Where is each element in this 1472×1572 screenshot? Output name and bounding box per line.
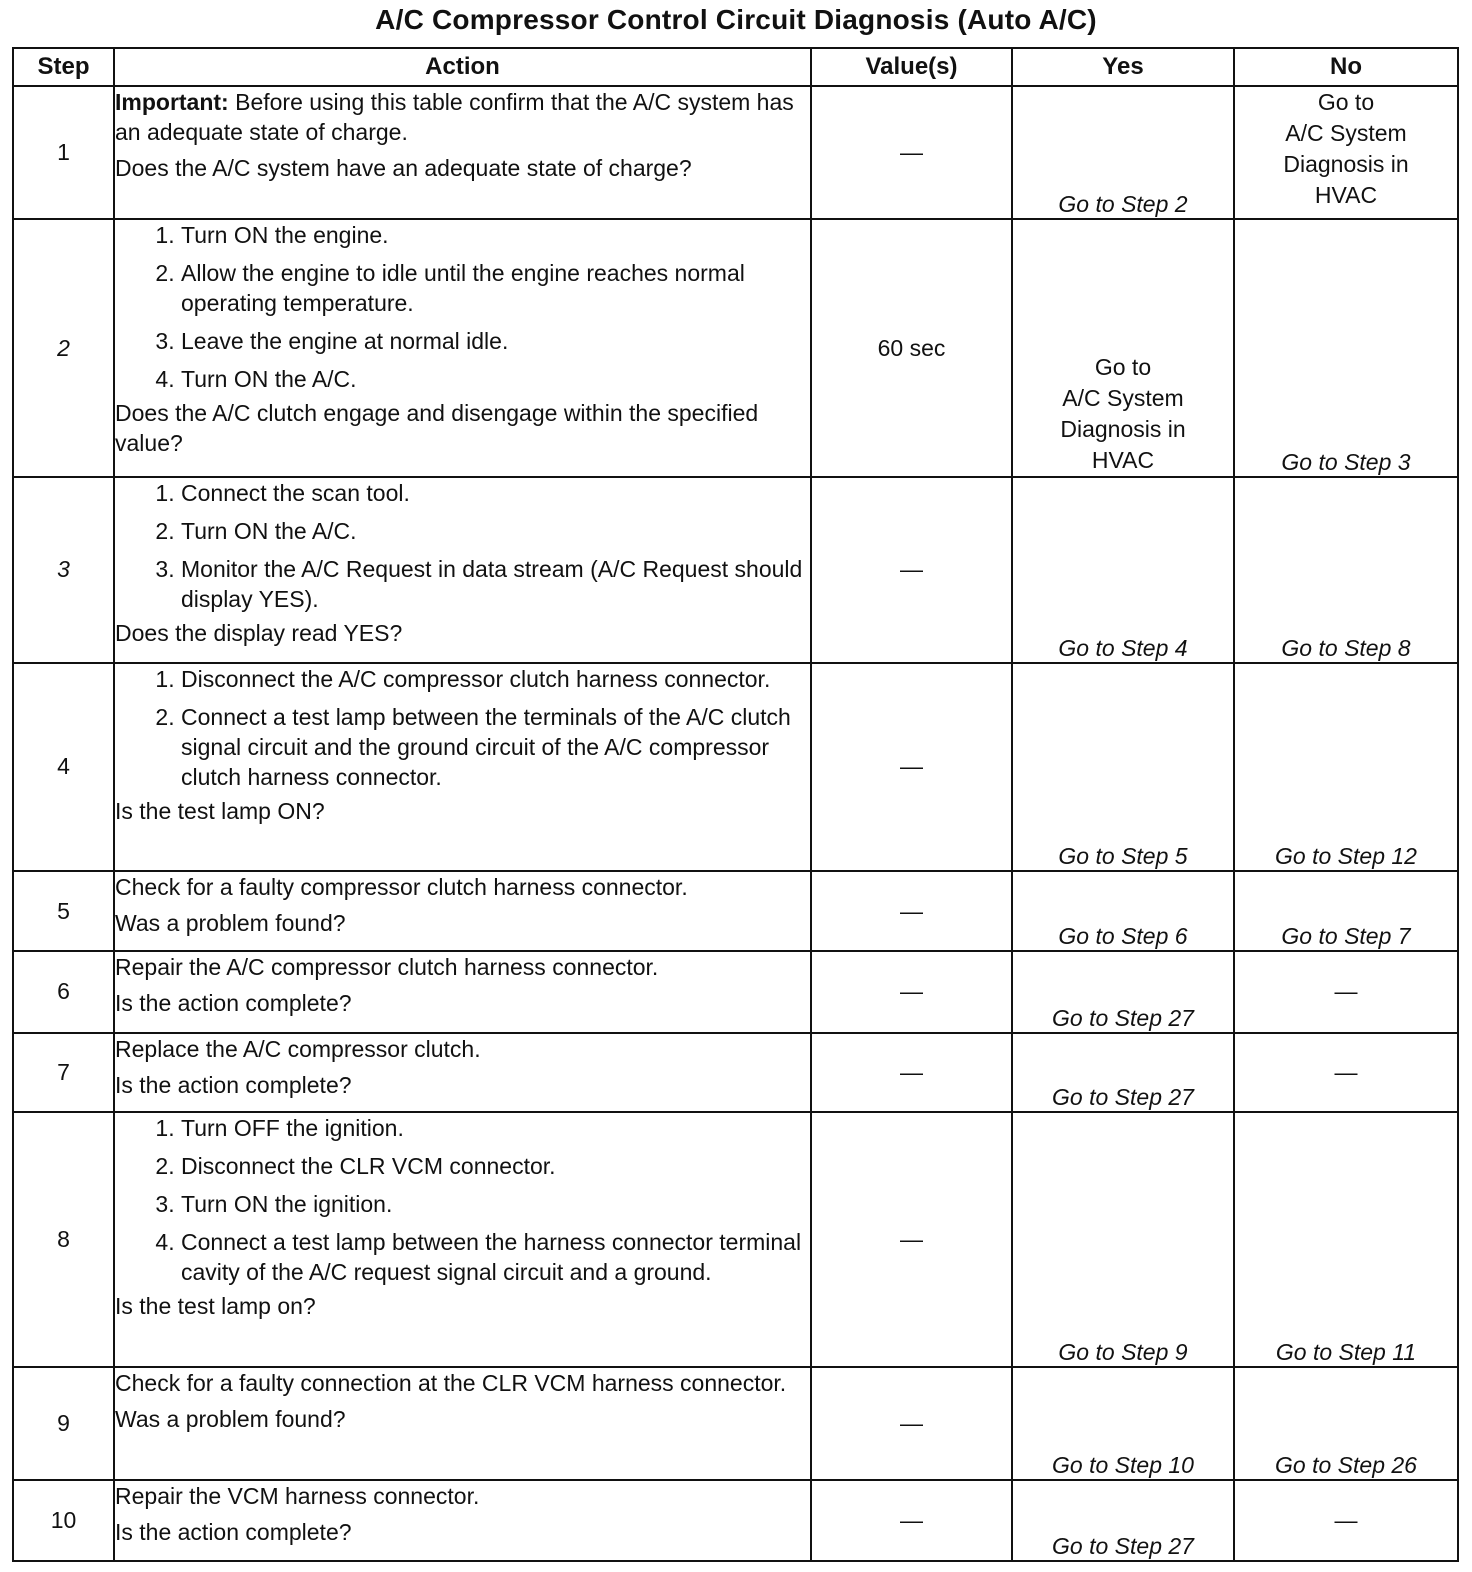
action-cell — [114, 219, 811, 477]
yes-cell: Go to Step 27 — [1012, 1480, 1234, 1561]
yes-cell: Go to Step 6 — [1012, 871, 1234, 951]
value-cell: — — [811, 1480, 1012, 1561]
step-number — [13, 477, 114, 663]
value-cell: — — [811, 663, 1012, 872]
list-item: 4. Connect a test lamp between the harness connector terminal cavity of the A/C request signal circuit and a ground. — [181, 1227, 810, 1287]
yes-cell: Go to A/C System Diagnosis in HVAC — [1012, 219, 1234, 477]
no-cell: Go to Step 26 — [1234, 1367, 1458, 1479]
question-text: Does the A/C system have an adequate state of charge? — [115, 155, 692, 181]
step-number: 4 — [13, 663, 114, 872]
instruction-list — [115, 478, 810, 614]
action-text: Check for a faulty connection at the CLR VCM harness connector. — [115, 1370, 787, 1397]
question-text: Is the action complete? — [115, 1071, 352, 1098]
table-row — [13, 1480, 1458, 1561]
header-yes: Yes — [1012, 48, 1234, 86]
action-text: Check for a faulty compressor clutch harness connector. — [115, 874, 688, 901]
no-cell: — — [1234, 1033, 1458, 1112]
yes-cell: Go to Step 5 — [1012, 663, 1234, 872]
table-row — [13, 951, 1458, 1032]
yes-cell: Go to Step 10 — [1012, 1367, 1234, 1479]
table-row — [13, 663, 1458, 872]
value-cell: — — [811, 1112, 1012, 1368]
list-item: 2. Disconnect the CLR VCM connector. — [181, 1151, 810, 1181]
list-item: 1. Connect the scan tool. — [181, 478, 810, 508]
list-item: 4. Turn ON the A/C. — [181, 364, 810, 394]
action-text: Repair the VCM harness connector. — [115, 1482, 480, 1509]
list-item: 3. Monitor the A/C Request in data stream (A/C Request should display YES). — [181, 554, 810, 614]
value-cell: — — [811, 871, 1012, 951]
action-cell — [114, 477, 811, 663]
table-row — [13, 1033, 1458, 1112]
question-text: Was a problem found? — [115, 1406, 346, 1433]
header-action: Action — [114, 48, 811, 86]
instruction-list — [115, 664, 810, 792]
action-cell — [114, 951, 811, 1032]
step-number: 7 — [13, 1033, 114, 1112]
step-number: 9 — [13, 1367, 114, 1479]
no-cell: — — [1234, 951, 1458, 1032]
table-row — [13, 871, 1458, 951]
value-cell: — — [811, 86, 1012, 219]
yes-cell: Go to Step 9 — [1012, 1112, 1234, 1368]
header-value: Value(s) — [811, 48, 1012, 86]
no-cell: — — [1234, 1480, 1458, 1561]
yes-cell: Go to Step 27 — [1012, 951, 1234, 1032]
question-text: Is the test lamp ON? — [115, 797, 325, 824]
important-text: Before using this table confirm that the A/C system has an adequate state of charge. — [115, 89, 794, 145]
instruction-list — [115, 1113, 810, 1287]
question-text: Does the display read YES? — [115, 620, 403, 647]
question-text: Is the action complete? — [115, 990, 352, 1017]
list-item: 1. Turn OFF the ignition. — [181, 1113, 810, 1143]
step-number: 5 — [13, 871, 114, 951]
list-item: 2. Turn ON the A/C. — [181, 516, 810, 546]
diagnosis-table — [12, 47, 1459, 1562]
table-row — [13, 1112, 1458, 1368]
list-item: 1. Turn ON the engine. — [181, 220, 810, 250]
question-text: Was a problem found? — [115, 910, 346, 937]
page-title: A/C Compressor Control Circuit Diagnosis (Auto A/C) — [375, 4, 1097, 35]
yes-cell: Go to Step 4 — [1012, 477, 1234, 663]
action-cell — [114, 1033, 811, 1112]
table-row — [13, 477, 1458, 663]
table-row — [13, 219, 1458, 477]
no-cell: Go to A/C System Diagnosis in HVAC — [1234, 86, 1458, 219]
action-cell — [114, 1367, 811, 1479]
action-cell — [114, 1480, 811, 1561]
step-number: 1 — [13, 86, 114, 219]
value-cell: — — [811, 1367, 1012, 1479]
important-note — [115, 87, 810, 147]
no-cell: Go to Step 12 — [1234, 663, 1458, 872]
yes-cell: Go to Step 2 — [1012, 86, 1234, 219]
action-cell — [114, 86, 811, 219]
action-text: Replace the A/C compressor clutch. — [115, 1035, 481, 1062]
list-item: 1. Disconnect the A/C compressor clutch harness connector. — [181, 664, 810, 694]
header-step: Step — [13, 48, 114, 86]
question-text: Is the action complete? — [115, 1518, 352, 1545]
table-row — [13, 86, 1458, 219]
step-number: 10 — [13, 1480, 114, 1561]
table-row — [13, 1367, 1458, 1479]
action-cell — [114, 871, 811, 951]
value-cell: 60 sec — [811, 219, 1012, 477]
list-item: 2. Allow the engine to idle until the engine reaches normal operating temperature. — [181, 258, 810, 318]
value-cell: — — [811, 951, 1012, 1032]
step-number-text: 2 — [57, 334, 70, 361]
no-cell: Go to Step 8 — [1234, 477, 1458, 663]
list-item: 3. Turn ON the ignition. — [181, 1189, 810, 1219]
value-cell: — — [811, 1033, 1012, 1112]
step-number-text: 3 — [57, 556, 70, 583]
header-row — [13, 48, 1458, 86]
no-cell: Go to Step 3 — [1234, 219, 1458, 477]
action-cell — [114, 1112, 811, 1368]
important-label: Important: — [115, 89, 229, 115]
no-cell: Go to Step 11 — [1234, 1112, 1458, 1368]
action-cell — [114, 663, 811, 872]
value-cell: — — [811, 477, 1012, 663]
step-number — [13, 219, 114, 477]
list-item: 2. Connect a test lamp between the terminals of the A/C clutch signal circuit and the ground circuit of the A/C compressor clutch harness connector. — [181, 702, 810, 792]
question-text: Does the A/C clutch engage and disengage within the specified value? — [115, 400, 759, 457]
step-number: 8 — [13, 1112, 114, 1368]
yes-cell: Go to Step 27 — [1012, 1033, 1234, 1112]
header-no: No — [1234, 48, 1458, 86]
no-cell: Go to Step 7 — [1234, 871, 1458, 951]
action-text: Repair the A/C compressor clutch harness connector. — [115, 954, 659, 981]
list-item: 3. Leave the engine at normal idle. — [181, 326, 810, 356]
question-text: Is the test lamp on? — [115, 1292, 316, 1319]
step-number: 6 — [13, 951, 114, 1032]
instruction-list — [115, 220, 810, 394]
